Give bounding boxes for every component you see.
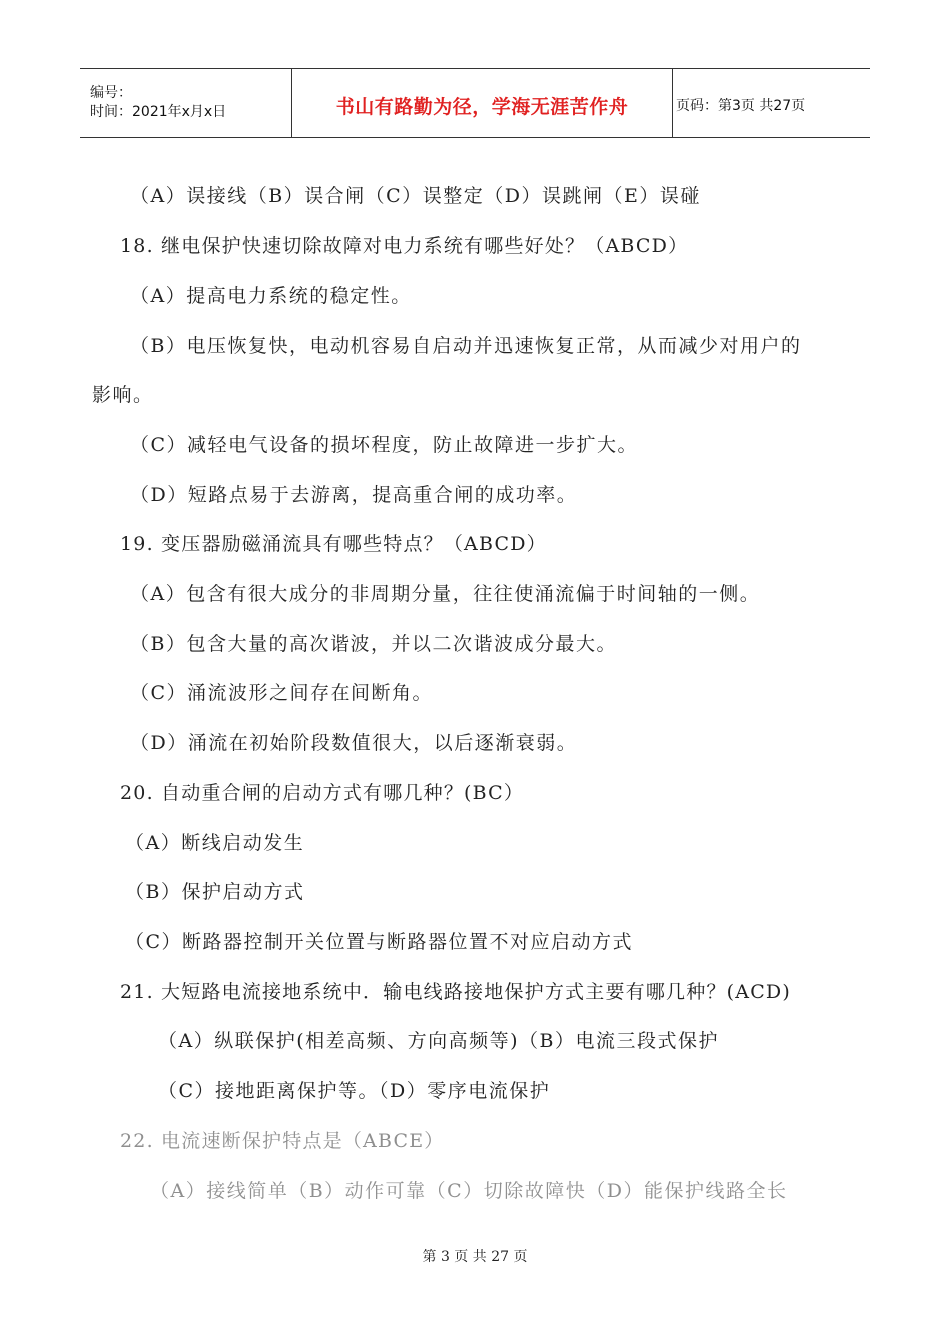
option-18b-continued: 影响。 (92, 384, 154, 406)
option-21ab: （A）纵联保护(相差高频、方向高频等)（B）电流三段式保护 (158, 1030, 720, 1052)
option-18b: （B）电压恢复快，电动机容易自启动并迅速恢复正常，从而减少对用户的 (130, 335, 802, 357)
option-20c: （C）断路器控制开关位置与断路器位置不对应启动方式 (125, 931, 634, 953)
option-20b: （B）保护启动方式 (125, 881, 305, 903)
page-footer: 第 3 页 共 27 页 (422, 1249, 528, 1265)
option-18d: （D）短路点易于去游离，提高重合闸的成功率。 (130, 484, 578, 506)
header-page-number: 页码：第3页 共27页 (676, 98, 806, 114)
option-19c: （C）涌流波形之间存在间断角。 (130, 682, 434, 704)
document-number: 编号： (90, 85, 132, 101)
option-19b: （B）包含大量的高次谐波，并以二次谐波成分最大。 (130, 633, 617, 655)
option-19a: （A）包含有很大成分的非周期分量，往往使涌流偏于时间轴的一侧。 (130, 583, 761, 605)
header-info (80, 69, 292, 137)
option-18c: （C）减轻电气设备的损坏程度，防止故障进一步扩大。 (130, 434, 639, 456)
option-20a: （A）断线启动发生 (125, 832, 305, 854)
header-motto: 书山有路勤为径，学海无涯苦作舟 (292, 69, 673, 137)
option-21cd: （C）接地距离保护等。（D）零序电流保护 (158, 1080, 551, 1102)
option-22: （A）接线简单（B）动作可靠（C）切除故障快（D）能保护线路全长 (150, 1180, 788, 1202)
page-header (80, 68, 870, 138)
question-18: 18. 继电保护快速切除故障对电力系统有哪些好处？（ABCD） (120, 235, 689, 257)
option-19d: （D）涌流在初始阶段数值很大，以后逐渐衰弱。 (130, 732, 578, 754)
text-line: （A）误接线（B）误合闸（C）误整定（D）误跳闸（E）误碰 (130, 185, 701, 207)
option-18a: （A）提高电力系统的稳定性。 (130, 285, 412, 307)
question-19: 19. 变压器励磁涌流具有哪些特点？（ABCD） (120, 533, 547, 555)
question-21: 21. 大短路电流接地系统中．输电线路接地保护方式主要有哪几种？(ACD) (120, 981, 791, 1003)
question-22: 22. 电流速断保护特点是（ABCE） (120, 1130, 445, 1152)
question-20: 20. 自动重合闸的启动方式有哪几种？(BC） (120, 782, 525, 804)
document-time: 时间：2021年x月x日 (90, 104, 227, 120)
